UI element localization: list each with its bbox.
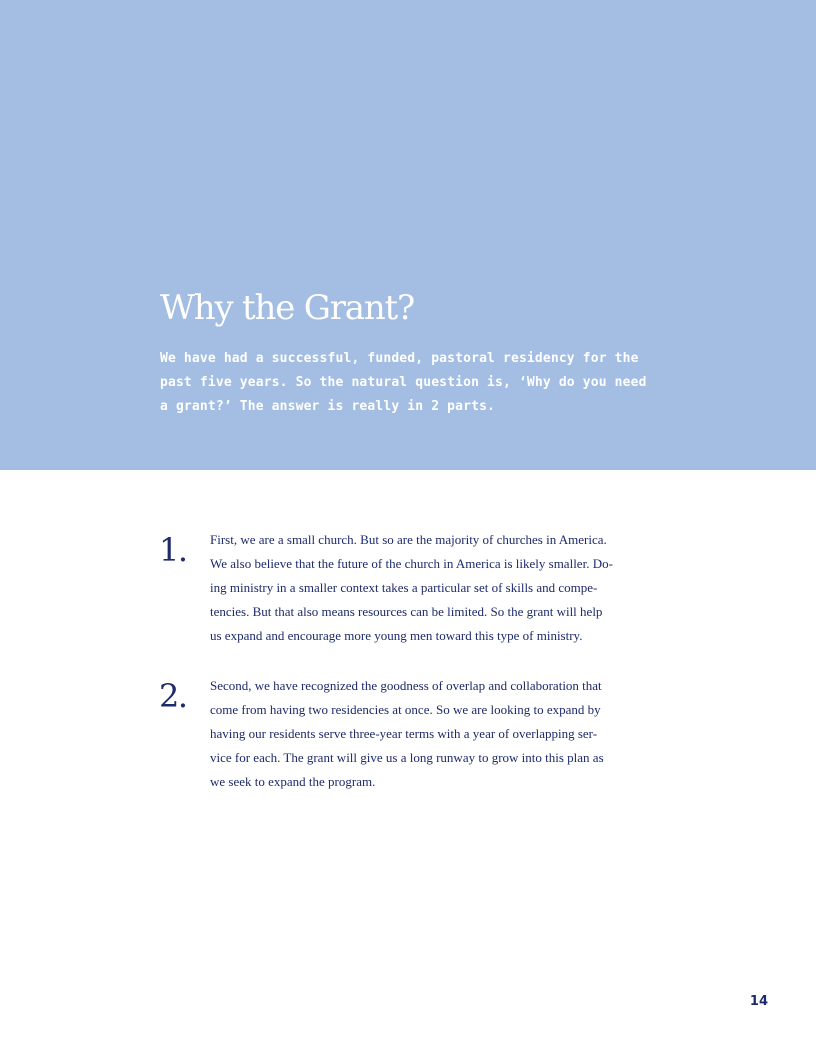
list-item-text: Second, we have recognized the goodness of overlap and collaboration that come from having two residencies at once. So we are looking to expand by having our residents serve three-year terms with a year of overlapping ser- vice for each. The grant will give us a long runway to grow into this plan as we seek to expand the program. <box>210 678 604 789</box>
list-item-text: First, we are a small church. But so are the majority of churches in America. We also believe that the future of the church in America is likely smaller. Do- ing ministry in a smaller context takes a particular set of skills and compe- tencies. But that also means resources can be limited. So the grant will help us expand and encourage more young men toward this type of ministry. <box>210 532 613 643</box>
hero-banner <box>0 0 816 470</box>
page-number: 14 <box>749 994 768 1009</box>
list-item-number: 2. <box>159 677 187 715</box>
page-title: Why the Grant? <box>160 288 415 328</box>
intro-paragraph: We have had a successful, funded, pastoral residency for the past five years. So the natural question is, ‘Why do you need a grant?’ The answer is really in 2 parts. <box>160 351 647 414</box>
list-item-number: 1. <box>159 531 187 569</box>
